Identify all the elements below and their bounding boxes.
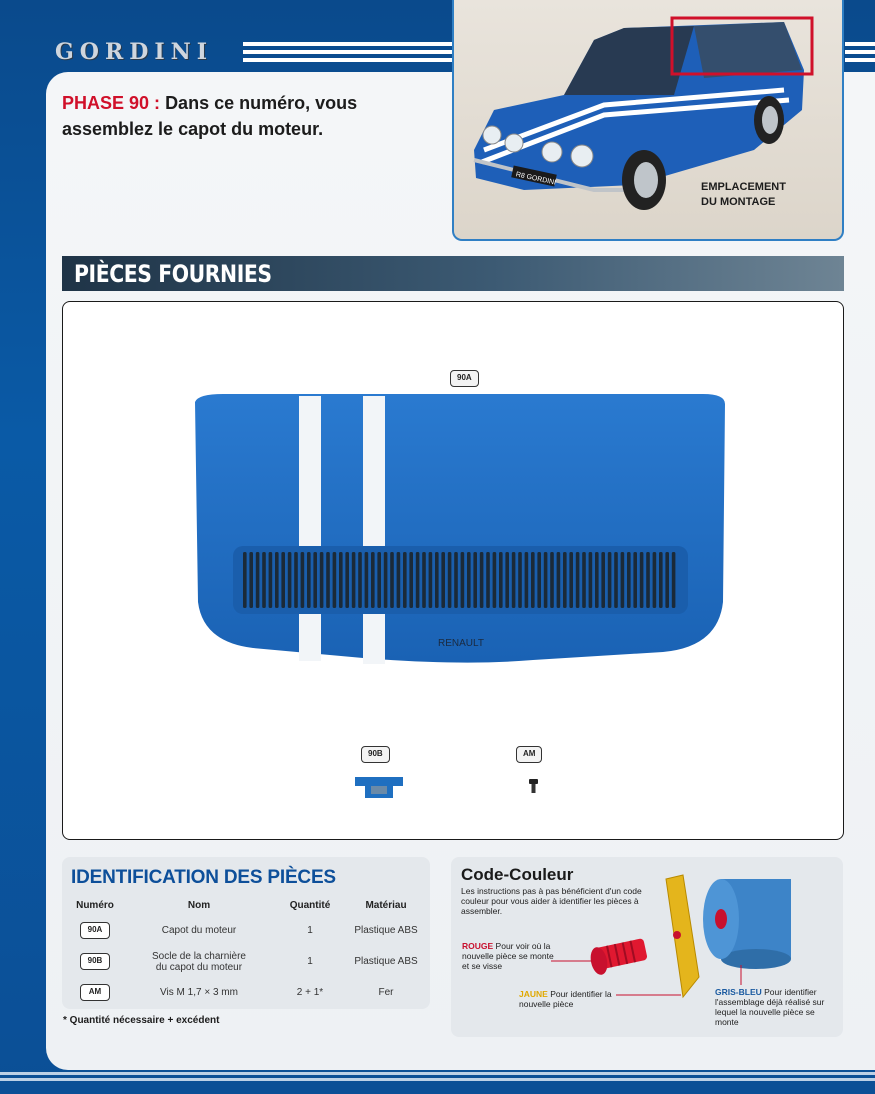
- vent-slat: [377, 552, 381, 608]
- vent-slat: [646, 552, 650, 608]
- vent-slat: [659, 552, 663, 608]
- table-row: [66, 977, 426, 1008]
- tag-90b: 90B: [361, 746, 390, 763]
- photo-caption-line1: EMPLACEMENT: [701, 181, 786, 193]
- vent-slat: [301, 552, 305, 608]
- vent-slat: [320, 552, 324, 608]
- col-header-nom: Nom: [187, 899, 211, 911]
- part-number-badge: 90A: [80, 922, 110, 939]
- yellow-legend: [519, 989, 619, 1009]
- col-header-quantite: Quantité: [289, 899, 331, 911]
- vent-slat: [544, 552, 548, 608]
- vent-slat: [307, 552, 311, 608]
- vent-slat: [576, 552, 580, 608]
- vent-slat: [448, 552, 452, 608]
- vent-slat: [326, 552, 330, 608]
- phase-number: PHASE 90 :: [62, 93, 161, 113]
- footer-stripes: [0, 1072, 875, 1084]
- license-plate: R8 GORDINI: [515, 171, 557, 187]
- vent-slat: [243, 552, 247, 608]
- vent-slat: [480, 552, 484, 608]
- blue-key: GRIS-BLEU: [715, 987, 762, 997]
- hood-stripe: [363, 396, 385, 664]
- photo-caption-line2: DU MONTAGE: [701, 196, 776, 208]
- hood-part: [195, 394, 725, 663]
- vent-slat: [569, 552, 573, 608]
- phase-description: Dans ce numéro, vous assemblez le capot du moteur.: [62, 93, 358, 139]
- tag-am: AM: [516, 746, 542, 763]
- vent-slat: [249, 552, 253, 608]
- vent-slat: [358, 552, 362, 608]
- vent-slat: [454, 552, 458, 608]
- gordini-logo: GORDINI: [55, 39, 214, 65]
- vent-slat: [525, 552, 529, 608]
- part-name-line2: du capot du moteur: [155, 961, 243, 973]
- vent-slat: [653, 552, 657, 608]
- part-material: Plastique ABS: [354, 956, 418, 967]
- part-number-badge: AM: [80, 984, 110, 1001]
- header-stripes: [243, 42, 453, 64]
- part-name: [124, 946, 274, 977]
- vent-slat: [627, 552, 631, 608]
- blue-text: Pour identifier l'assemblage déjà réalisé sur lequel la nouvelle pièce se monte: [715, 987, 825, 1027]
- mounting-location-photo: [452, 0, 844, 241]
- photo-caption: [701, 180, 831, 210]
- vent-slat: [275, 552, 279, 608]
- vent-slat: [537, 552, 541, 608]
- vent-slat: [461, 552, 465, 608]
- vent-slat: [486, 552, 490, 608]
- vent-slat: [499, 552, 503, 608]
- col-header-numero: Numéro: [76, 899, 114, 911]
- vent-slat: [365, 552, 369, 608]
- vent-slat: [595, 552, 599, 608]
- part-quantity: 2 + 1*: [296, 987, 324, 998]
- blue-cylinder: [703, 879, 791, 969]
- table-row: [66, 946, 426, 977]
- red-key: ROUGE: [462, 941, 494, 951]
- vent-slat: [640, 552, 644, 608]
- vent-slat: [557, 552, 561, 608]
- section-title: PIÈCES FOURNIES: [74, 260, 272, 288]
- yellow-key: JAUNE: [519, 989, 548, 999]
- color-code-panel: [451, 857, 843, 1037]
- parts-identification-panel: [62, 857, 430, 1009]
- vent-slat: [262, 552, 266, 608]
- vent-slat: [403, 552, 407, 608]
- vent-slat: [493, 552, 497, 608]
- vent-slat: [518, 552, 522, 608]
- vent-slat: [281, 552, 285, 608]
- vent-slat: [294, 552, 298, 608]
- header-stripes-right: [845, 42, 875, 66]
- blue-legend: [715, 987, 835, 1027]
- identification-title: IDENTIFICATION DES PIÈCES: [71, 867, 336, 888]
- part-name: Vis M 1,7 × 3 mm: [160, 987, 238, 998]
- vent-slat: [633, 552, 637, 608]
- vent-slat: [589, 552, 593, 608]
- red-legend: [462, 941, 562, 971]
- vent-slat: [608, 552, 612, 608]
- table-header-row: [66, 895, 426, 915]
- vent-slat: [467, 552, 471, 608]
- vent-slat: [512, 552, 516, 608]
- vent-slat: [672, 552, 676, 608]
- vent-slat: [665, 552, 669, 608]
- vent-slat: [563, 552, 567, 608]
- hood-badge: RENAULT: [438, 638, 484, 649]
- vent-slat: [256, 552, 260, 608]
- vent-slat: [582, 552, 586, 608]
- vent-slat: [614, 552, 618, 608]
- color-code-title: Code-Couleur: [461, 865, 574, 884]
- table-row: [66, 915, 426, 946]
- quantity-footnote: * Quantité nécessaire + excédent: [63, 1015, 220, 1026]
- tag-90a: 90A: [450, 370, 479, 387]
- vent-slat: [384, 552, 388, 608]
- vent-slat: [313, 552, 317, 608]
- vent-slat: [435, 552, 439, 608]
- col-header-materiau: Matériau: [365, 899, 407, 911]
- identification-table: [66, 895, 426, 1008]
- vent-slat: [429, 552, 433, 608]
- screw-part: [529, 779, 538, 793]
- vent-slat: [339, 552, 343, 608]
- vent-slat: [441, 552, 445, 608]
- part-quantity: 1: [307, 925, 313, 936]
- vent-slat: [601, 552, 605, 608]
- part-name: Capot du moteur: [161, 925, 237, 936]
- vent-slat: [397, 552, 401, 608]
- vent-slat: [288, 552, 292, 608]
- yellow-text: Pour identifier la nouvelle pièce: [519, 989, 612, 1009]
- part-quantity: 1: [307, 956, 313, 967]
- vent-slat: [416, 552, 420, 608]
- vent-slat: [621, 552, 625, 608]
- parts-panel: [62, 301, 844, 840]
- color-code-intro: Les instructions pas à pas bénéficient d'un code couleur pour vous aider à identifier les pièces à assembler.: [461, 886, 642, 916]
- vent-slat: [371, 552, 375, 608]
- vent-slat: [352, 552, 356, 608]
- vent-slat: [422, 552, 426, 608]
- section-header-parts: [62, 256, 844, 291]
- vent-slat: [345, 552, 349, 608]
- vent-slat: [505, 552, 509, 608]
- hood-stripe: [299, 396, 321, 661]
- phase-title: [62, 90, 442, 142]
- part-material: Fer: [378, 987, 394, 998]
- part-number-badge: 90B: [80, 953, 110, 970]
- vent-slat: [473, 552, 477, 608]
- vent-slat: [390, 552, 394, 608]
- vent-slat: [409, 552, 413, 608]
- red-text: Pour voir où la nouvelle pièce se monte et se visse: [462, 941, 554, 971]
- vent-slat: [550, 552, 554, 608]
- vent-slat: [531, 552, 535, 608]
- yellow-plate: [666, 875, 699, 997]
- part-material: Plastique ABS: [354, 925, 418, 936]
- vent-slat: [269, 552, 273, 608]
- part-name-line1: Socle de la charnière: [152, 950, 246, 962]
- vent-slat: [333, 552, 337, 608]
- red-bolt: [588, 938, 647, 976]
